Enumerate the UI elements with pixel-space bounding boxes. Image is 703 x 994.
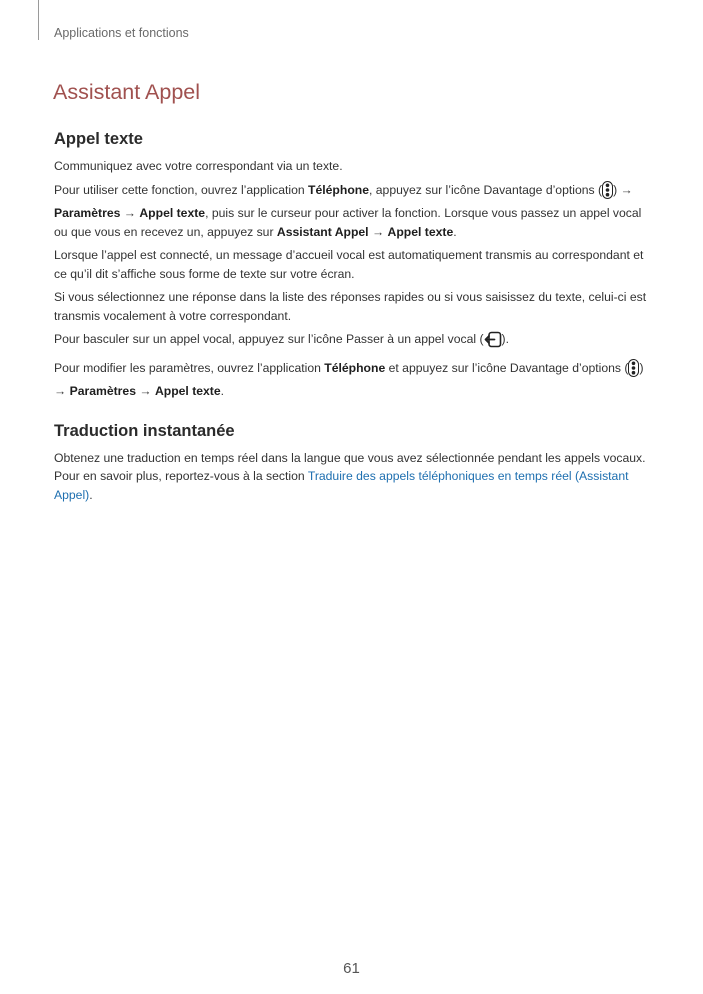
breadcrumb: Applications et fonctions xyxy=(54,26,189,40)
menu-parametres-2: Paramètres xyxy=(69,384,136,398)
paragraph-quick-replies: Si vous sélectionnez une réponse dans la liste des réponses rapides ou si vous saisissez du texte, celui-ci est transmis vocalement à votre correspondant. xyxy=(54,290,647,323)
paragraph-settings: Pour modifier les paramètres, ouvrez l’application Téléphone et appuyez sur l’icône Davantage d’options ( ) → Paramètres → Appel texte. xyxy=(54,360,644,398)
page-edge-rule xyxy=(38,0,39,40)
paragraph-translation: Obtenez une traduction en temps réel dans la langue que vous avez sélectionnée pendant les appels vocaux. Pour en savoir plus, reportez-vous à la section Traduire des appels téléphoniques en temps réel (Assistant Appel). xyxy=(54,450,646,502)
app-name-telephone-2: Téléphone xyxy=(324,360,386,375)
page-title: Assistant Appel xyxy=(53,80,201,104)
menu-assistant-appel: Assistant Appel xyxy=(276,224,369,239)
paragraph-intro: Communiquez avec votre correspondant via un texte. xyxy=(54,159,343,173)
menu-appel-texte-3: Appel texte xyxy=(154,384,221,398)
paragraph-connected: Lorsque l’appel est connecté, un message d’accueil vocal est automatiquement transmis au correspondant et ce qu’il dit s’affiche sous forme de texte sur votre écran. xyxy=(54,248,644,281)
app-name-telephone: Téléphone xyxy=(308,182,369,197)
more-options-icon-2 xyxy=(628,359,639,383)
switch-to-voice-call-icon xyxy=(484,331,502,354)
link-translate-calls[interactable]: Traduire des appels téléphoniques en temps réel (Assistant Appel) xyxy=(54,469,629,502)
more-options-icon xyxy=(602,181,613,205)
menu-appel-texte: Appel texte xyxy=(139,206,206,220)
paragraph-switch-voice: Pour basculer sur un appel vocal, appuyez sur l’icône Passer à un appel vocal ( ). xyxy=(54,330,654,354)
menu-appel-texte-2: Appel texte xyxy=(387,224,454,239)
menu-parametres: Paramètres xyxy=(54,206,121,220)
page-number: 61 xyxy=(343,960,360,977)
paragraph-activate: Pour utiliser cette fonction, ouvrez l’application Téléphone, appuyez sur l’icône Davantage d’options ( ) → Paramètres → Appel texte, puis sur le curseur pour activer la fonction. Lorsque vous passez un appel vocal ou que vous en recevez un, appuyez sur Assistant Appel → Appel texte. xyxy=(54,182,642,239)
section-title-appel-texte: Appel texte xyxy=(54,130,143,148)
section-title-traduction: Traduction instantanée xyxy=(54,421,235,440)
main-content xyxy=(54,130,654,509)
